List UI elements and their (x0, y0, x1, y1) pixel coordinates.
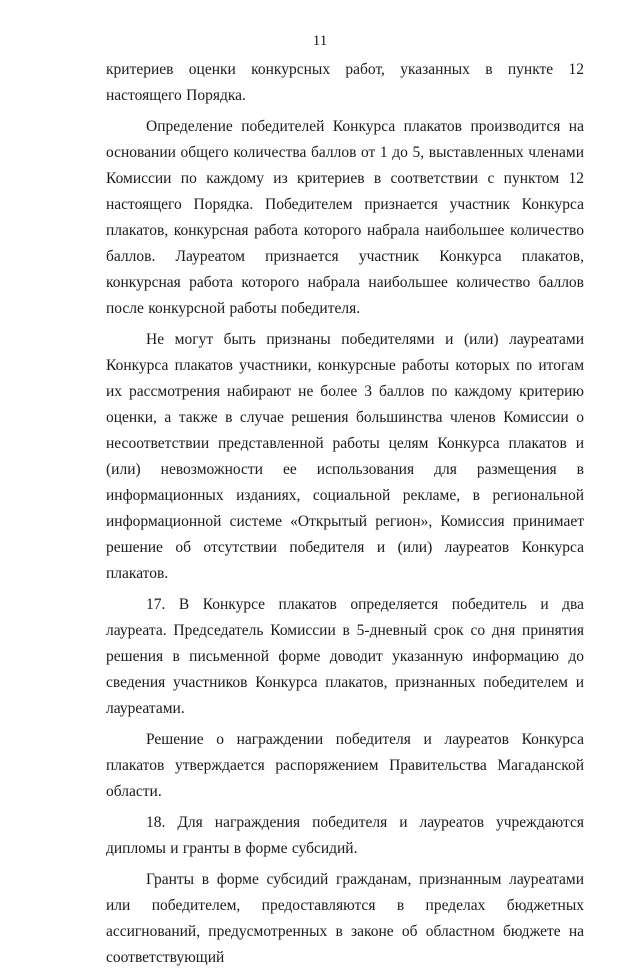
paragraph-award-decision: Решение о награждении победителя и лауреатов Конкурса плакатов утверждается распоряжением Правительства Магаданской области. (106, 731, 584, 800)
paragraph-grants: Гранты в форме субсидий гражданам, признанным лауреатами или победителем, предоставляются в пределах бюджетных ассигнований, предусмотренных в законе об областном бюджете на соответствующий (106, 871, 584, 966)
paragraph-winner-determination: Определение победителей Конкурса плакатов производится на основании общего количества баллов от 1 до 5, выставленных членами Комиссии по каждому из критериев в соответствии с пунктом 12 настоящего Порядка. Победителем признается участник Конкурса плакатов, конкурсная работа которого набрала наибольшее количество баллов. Лауреатом признается участник Конкурса плакатов, конкурсная работа которого набрала наибольшее количество баллов после конкурсной работы победителя. (106, 118, 584, 317)
paragraph-no-winner: Не могут быть признаны победителями и (или) лауреатами Конкурса плакатов участники, конкурсные работы которых по итогам их рассмотрения набирают не более 3 баллов по каждому критерию оценки, а также в случае решения большинства членов Комиссии о несоответствии представленной работы целям Конкурса плакатов и (или) невозможности ее использования для размещения в информационных изданиях, социальной рекламе, в региональной информационной системе «Открытый регион», Комиссия принимает решение об отсутствии победителя и (или) лауреатов Конкурса плакатов. (106, 331, 584, 582)
paragraph-item-18: 18. Для награждения победителя и лауреатов учреждаются дипломы и гранты в форме субсидий. (106, 814, 584, 857)
page-number: 11 (312, 33, 328, 49)
document-body (106, 57, 584, 971)
paragraph-continuation: критериев оценки конкурсных работ, указанных в пункте 12 настоящего Порядка. (106, 61, 584, 104)
paragraph-item-17: 17. В Конкурсе плакатов определяется победитель и два лауреата. Председатель Комиссии в 5-дневный срок со дня принятия решения в письменной форме доводит указанную информацию до сведения участников Конкурса плакатов, признанных победителем и лауреатами. (106, 596, 584, 717)
